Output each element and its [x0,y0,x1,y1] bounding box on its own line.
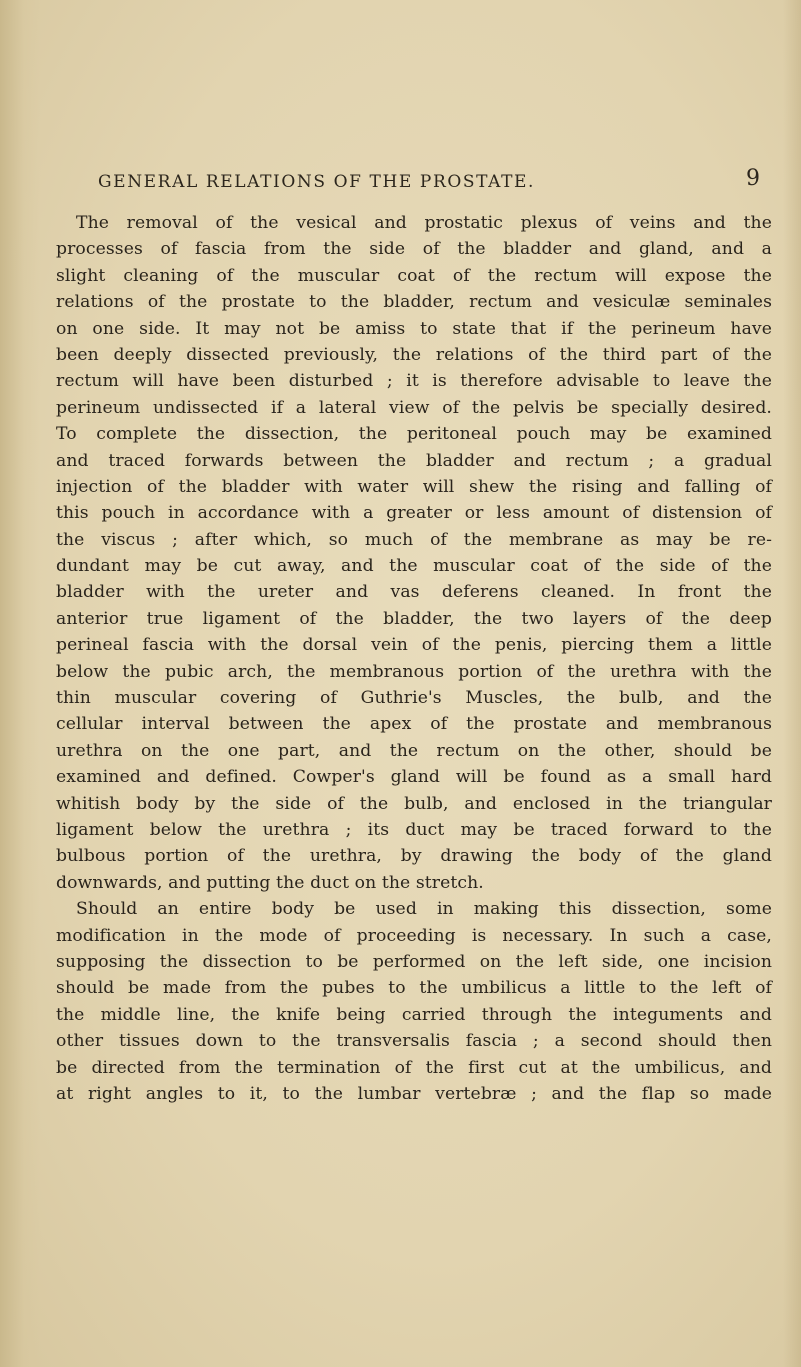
text-line: below the pubic arch, the membranous portion of the urethra with the [56,661,772,682]
text-line: Should an entire body be used in making this dissection, some [76,899,772,920]
text-line: To complete the dissection, the peritoneal pouch may be examined [56,424,772,445]
page-number: 9 [746,166,760,191]
text-line: anterior true ligament of the bladder, the two layers of the deep [56,608,772,629]
text-line: perineum undissected if a lateral view of the pelvis be specially desired. [56,397,772,418]
binding-gutter-shadow [0,0,40,1367]
text-line: relations of the prostate to the bladder, rectum and vesiculæ seminales [56,292,772,313]
text-line: supposing the dissection to be performed on the left side, one incision [56,951,772,972]
text-line: thin muscular covering of Guthrie's Muscles, the bulb, and the [56,688,772,709]
text-line: perineal fascia with the dorsal vein of the penis, piercing them a little [56,635,772,656]
text-line: rectum will have been disturbed ; it is therefore advisable to leave the [56,371,772,392]
text-line: modification in the mode of proceeding is necessary. In such a case, [56,925,772,946]
body-text [56,210,772,1107]
text-line: urethra on the one part, and the rectum on the other, should be [56,740,772,761]
text-line: cellular interval between the apex of the prostate and membranous [56,714,772,735]
text-line: dundant may be cut away, and the muscular coat of the side of the [56,556,772,577]
text-line: and traced forwards between the bladder and rectum ; a gradual [56,450,772,471]
text-line: be directed from the termination of the first cut at the umbilicus, and [56,1057,772,1078]
text-line: this pouch in accordance with a greater or less amount of distension of [56,503,772,524]
text-line: downwards, and putting the duct on the stretch. [56,872,484,893]
text-line: other tissues down to the transversalis fascia ; a second should then [56,1031,772,1052]
text-line: the middle line, the knife being carried through the integuments and [56,1004,772,1025]
text-line: injection of the bladder with water will shew the rising and falling of [56,476,772,497]
text-line: at right angles to it, to the lumbar vertebræ ; and the flap so made [56,1083,772,1104]
text-line: been deeply dissected previously, the relations of the third part of the [56,344,772,365]
text-line: ligament below the urethra ; its duct may be traced forward to the [56,819,772,840]
text-line: slight cleaning of the muscular coat of the rectum will expose the [56,265,772,286]
text-line: processes of fascia from the side of the bladder and gland, and a [56,239,772,260]
text-line: the viscus ; after which, so much of the membrane as may be re- [56,529,772,550]
text-line: bulbous portion of the urethra, by drawing the body of the gland [56,846,772,867]
text-line: examined and defined. Cowper's gland will be found as a small hard [56,767,772,788]
text-line: on one side. It may not be amiss to state that if the perineum have [56,318,772,339]
page-edge-shadow [783,0,801,1367]
running-head [60,166,760,196]
text-line: bladder with the ureter and vas deferens cleaned. In front the [56,582,772,603]
running-title: GENERAL RELATIONS OF THE PROSTATE. [98,172,536,192]
text-line: The removal of the vesical and prostatic plexus of veins and the [76,213,772,233]
text-line: whitish body by the side of the bulb, and enclosed in the triangular [56,793,772,814]
text-line: should be made from the pubes to the umbilicus a little to the left of [56,978,772,999]
